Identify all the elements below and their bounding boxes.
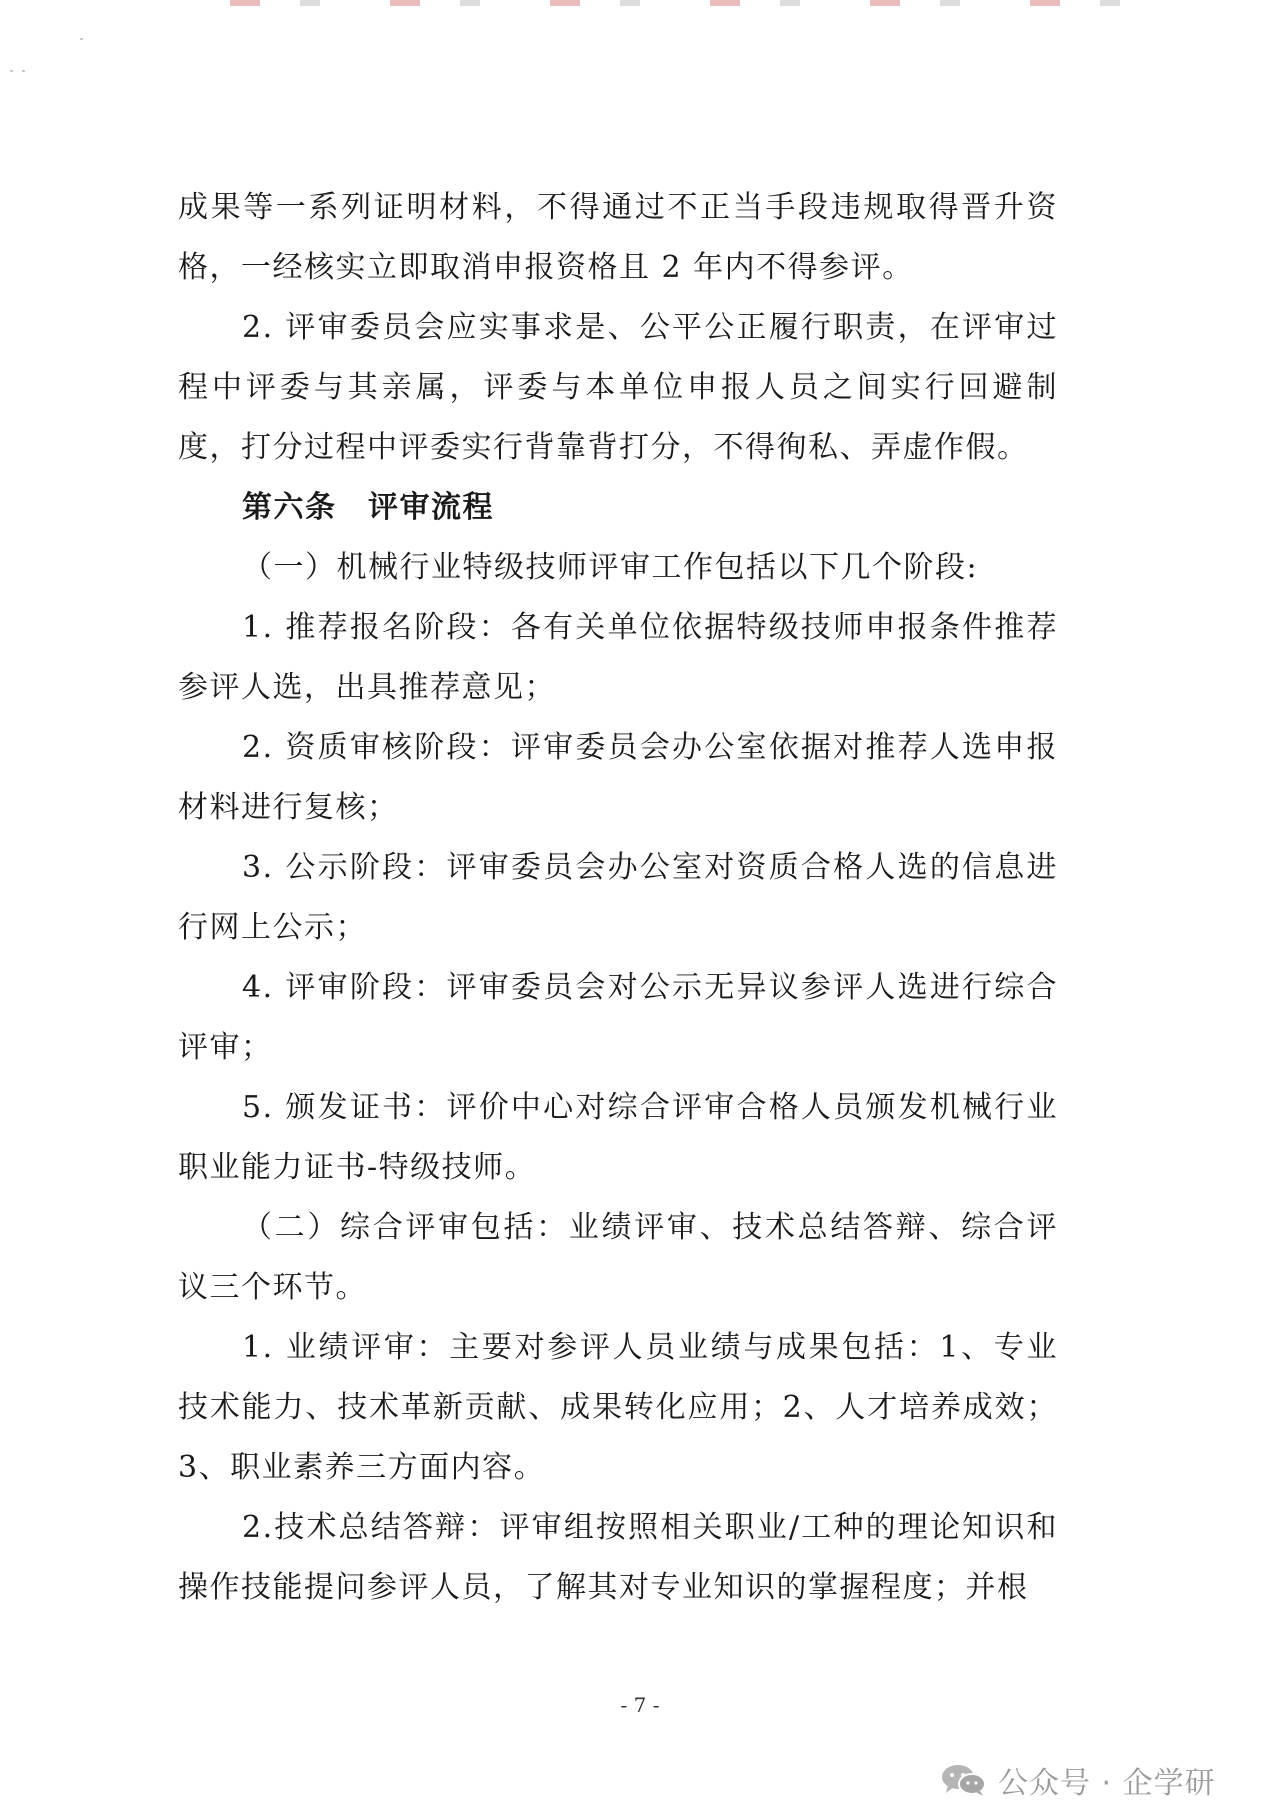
watermark bbox=[940, 1760, 1216, 1800]
paragraph: （一）机械行业特级技师评审工作包括以下几个阶段: bbox=[242, 550, 979, 585]
document-body bbox=[178, 178, 1058, 1618]
paragraph: 2. 评审委员会应实事求是、公平公正履行职责，在评审过程中评委与其亲属，评委与本单位申报人员之间实行回避制度，打分过程中评委实行背靠背打分，不得徇私、弄虚作假。 bbox=[178, 310, 1058, 465]
paragraph: 4. 评审阶段：评审委员会对公示无异议参评人选进行综合评审； bbox=[178, 970, 1058, 1065]
paragraph: 3. 公示阶段：评审委员会办公室对资质合格人选的信息进行网上公示； bbox=[178, 850, 1058, 945]
paragraph: 1. 推荐报名阶段：各有关单位依据特级技师申报条件推荐参评人选，出具推荐意见； bbox=[178, 610, 1058, 705]
paragraph: 成果等一系列证明材料，不得通过不正当手段违规取得晋升资格，一经核实立即取消申报资格且 2 年内不得参评。 bbox=[178, 190, 1058, 285]
scan-speck bbox=[22, 70, 25, 72]
scan-speck bbox=[80, 38, 83, 40]
scan-top-bleed bbox=[230, 0, 1150, 6]
paragraph: 5. 颁发证书：评价中心对综合评审合格人员颁发机械行业职业能力证书-特级技师。 bbox=[178, 1090, 1058, 1185]
paragraph: 2.技术总结答辩：评审组按照相关职业/工种的理论知识和操作技能提问参评人员，了解其对专业知识的掌握程度；并根 bbox=[178, 1510, 1058, 1605]
watermark-text: 公众号 · 企学研 bbox=[998, 1766, 1216, 1801]
scan-speck bbox=[10, 70, 13, 72]
page-number: - 7 - bbox=[620, 1693, 660, 1717]
section-heading: 第六条 评审流程 bbox=[242, 490, 494, 525]
paragraph: 1. 业绩评审：主要对参评人员业绩与成果包括：1、专业技术能力、技术革新贡献、成果转化应用；2、人才培养成效；3、职业素养三方面内容。 bbox=[178, 1330, 1058, 1485]
wechat-icon bbox=[940, 1763, 988, 1797]
paragraph: （二）综合评审包括：业绩评审、技术总结答辩、综合评议三个环节。 bbox=[178, 1210, 1058, 1305]
paragraph: 2. 资质审核阶段：评审委员会办公室依据对推荐人选申报材料进行复核； bbox=[178, 730, 1058, 825]
